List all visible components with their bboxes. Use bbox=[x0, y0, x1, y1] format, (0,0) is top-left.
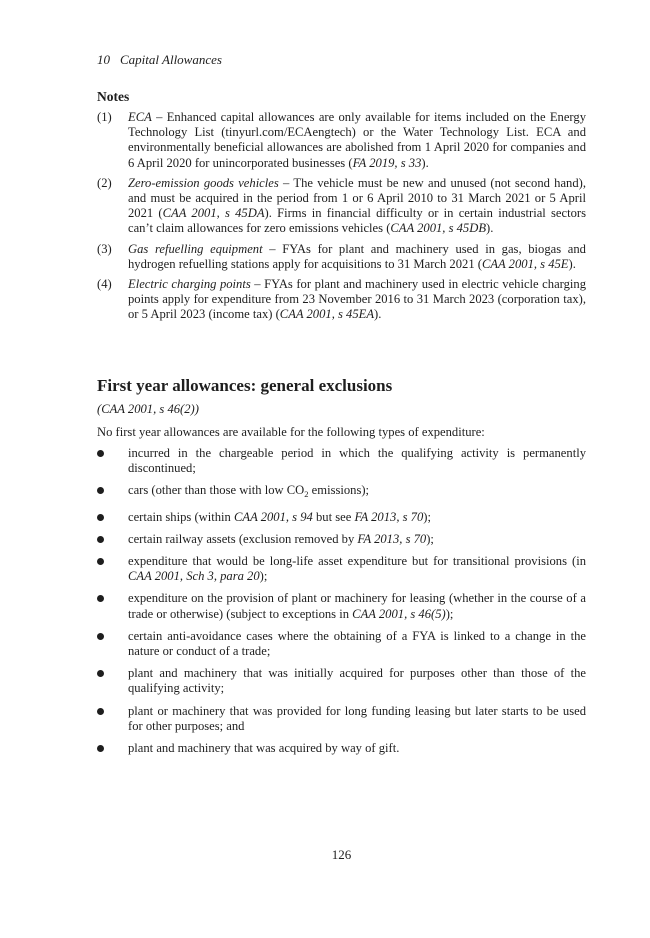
subscript: 2 bbox=[304, 489, 309, 500]
notes-list bbox=[97, 110, 586, 328]
note-marker: (4) bbox=[97, 277, 112, 292]
list-item-end: ); bbox=[445, 606, 454, 621]
header-page-number: 10 bbox=[97, 52, 110, 67]
list-item-reference: CAA 2001, s 46(5) bbox=[352, 606, 446, 621]
bullet-icon bbox=[97, 558, 104, 565]
bullet-icon bbox=[97, 514, 104, 521]
list-item-end: ); bbox=[423, 509, 431, 524]
list-item bbox=[97, 704, 586, 734]
list-item bbox=[97, 741, 586, 756]
list-item bbox=[97, 629, 586, 659]
note-end: ). bbox=[421, 155, 429, 170]
reference-close-paren: ) bbox=[194, 402, 199, 416]
list-item-reference: FA 2013, s 70 bbox=[354, 509, 424, 524]
list-item-reference: FA 2013, s 70 bbox=[357, 531, 427, 546]
note-end: ). bbox=[486, 221, 494, 236]
note-term: Gas refuelling equipment bbox=[128, 241, 263, 256]
list-item-text: certain ships (within bbox=[128, 509, 234, 524]
list-item-text-continued: emissions); bbox=[308, 483, 370, 498]
list-item-reference: CAA 2001, Sch 3, para 20 bbox=[128, 569, 260, 584]
list-item bbox=[97, 666, 586, 696]
note-text: – FYAs for plant and machinery used in gas, biogas and hydrogen refuelling stations apply for acquisitions to 31 March 2021 ( bbox=[128, 241, 586, 271]
notes-heading: Notes bbox=[97, 89, 130, 104]
section-statute-reference bbox=[97, 402, 199, 417]
note-reference: CAA 2001, s 45DB bbox=[390, 221, 487, 236]
reference-text: CAA 2001, s 46(2) bbox=[101, 402, 195, 416]
note-text: – FYAs for plant and machinery used in electric vehicle charging points apply for expenditure from 23 November 2016 to 31 March 2023 (corporation tax), or 5 April 2023 (income tax) ( bbox=[128, 277, 587, 322]
list-item-text: plant or machinery that was provided for long funding leasing but later starts to be used for other purposes; and bbox=[128, 703, 586, 733]
note-end: ). bbox=[374, 307, 382, 322]
list-item-text: certain railway assets (exclusion removed by bbox=[128, 531, 358, 546]
note-term: Zero-emission goods vehicles bbox=[128, 175, 279, 190]
note-reference: CAA 2001, s 45EA bbox=[279, 307, 375, 322]
list-item-text-continued: but see bbox=[312, 509, 355, 524]
list-item bbox=[97, 446, 586, 476]
note-text: – Enhanced capital allowances are only available for items included on the Energy Technology List (tinyurl.com/ECAengtech) or the Water Technology List. ECA and environmentally beneficial allowances are abolished from 1 April 2020 for companies and 6 April 2020 for unincorporated businesses ( bbox=[128, 110, 586, 170]
exclusions-list bbox=[97, 446, 586, 763]
list-item-text: expenditure that would be long-life asset expenditure but for transitional provisions (in bbox=[128, 554, 586, 569]
note-marker: (1) bbox=[97, 110, 112, 124]
bullet-icon bbox=[97, 745, 104, 752]
note-item bbox=[97, 277, 586, 323]
bullet-icon bbox=[97, 487, 104, 494]
note-text: – The vehicle must be new and unused (not second hand), and must be acquired in the period from 1 or 6 April 2010 to 31 March 2021 or 5 April 2021 ( bbox=[128, 175, 586, 221]
list-item-text: plant and machinery that was acquired by way of gift. bbox=[128, 741, 400, 756]
list-item bbox=[97, 483, 586, 502]
list-item-reference: CAA 2001, s 94 bbox=[233, 509, 313, 524]
note-item bbox=[97, 242, 586, 272]
list-item-end: ); bbox=[426, 531, 434, 546]
list-item-text: certain anti-avoidance cases where the obtaining of a FYA is linked to a change in the nature or conduct of a trade; bbox=[128, 628, 586, 659]
bullet-icon bbox=[97, 708, 104, 715]
note-term: Electric charging points bbox=[128, 277, 251, 292]
section-title: First year allowances: general exclusions bbox=[97, 376, 393, 395]
note-marker: (3) bbox=[97, 241, 112, 256]
list-item-text: incurred in the chargeable period in which the qualifying activity is permanently discontinued; bbox=[128, 446, 586, 476]
note-reference: CAA 2001, s 45E bbox=[481, 256, 569, 271]
list-item bbox=[97, 532, 586, 547]
list-item bbox=[97, 554, 586, 584]
header-chapter-title: Capital Allowances bbox=[120, 52, 222, 67]
note-reference: FA 2019, s 33 bbox=[352, 155, 422, 170]
note-marker: (2) bbox=[97, 175, 112, 190]
bullet-icon bbox=[97, 450, 104, 457]
list-item-text: cars (other than those with low CO bbox=[128, 483, 305, 498]
bullet-icon bbox=[97, 536, 104, 543]
list-item bbox=[97, 591, 586, 621]
note-item bbox=[97, 176, 586, 237]
page-folio: 126 bbox=[331, 847, 352, 862]
bullet-icon bbox=[97, 633, 104, 640]
section-intro: No first year allowances are available for the following types of expenditure: bbox=[97, 425, 485, 439]
note-text-continued: ). Firms in financial difficulty or in certain industrial sectors can’t claim allowances for zero emissions vehicles ( bbox=[128, 206, 586, 236]
list-item-text: plant and machinery that was initially acquired for purposes other than those of the qualifying activity; bbox=[128, 666, 586, 696]
bullet-icon bbox=[97, 595, 104, 602]
list-item-end: ); bbox=[259, 569, 268, 584]
note-reference: CAA 2001, s 45DA bbox=[162, 206, 265, 221]
note-item bbox=[97, 110, 586, 171]
note-end: ). bbox=[568, 256, 576, 271]
bullet-icon bbox=[97, 670, 104, 677]
list-item-text: expenditure on the provision of plant or machinery for leasing (whether in the course of a trade or otherwise) (subject to exceptions in bbox=[128, 591, 586, 621]
note-term: ECA bbox=[128, 110, 152, 124]
running-head bbox=[97, 52, 222, 68]
list-item bbox=[97, 510, 586, 525]
reference-open-paren: ( bbox=[97, 402, 102, 416]
